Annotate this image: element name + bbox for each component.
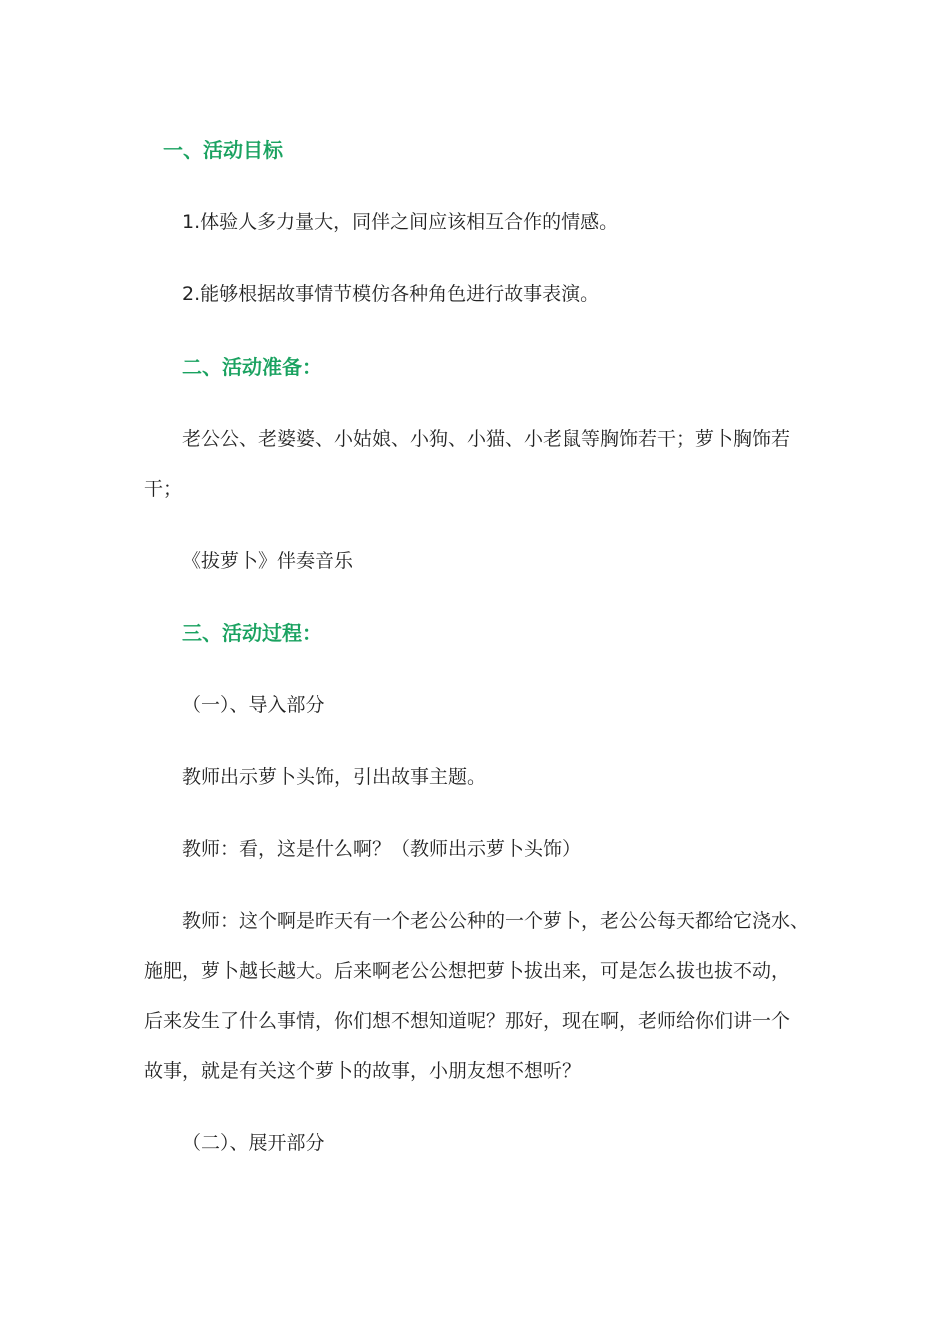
- intro-paragraph-3-line-2: 施肥，萝卜越长越大。后来啊老公公想把萝卜拔出来，可是怎么拔也拔不动，: [144, 960, 791, 982]
- intro-paragraph-1: 教师出示萝卜头饰，引出故事主题。: [182, 766, 487, 788]
- preparation-paragraph-line-1: 老公公、老婆婆、小姑娘、小狗、小猫、小老鼠等胸饰若干；萝卜胸饰若: [182, 428, 791, 450]
- subsection-title-intro: （一）、导入部分: [182, 694, 325, 716]
- section-heading-goals: 一、活动目标: [163, 138, 283, 162]
- section-heading-process: 三、活动过程：: [182, 621, 322, 645]
- preparation-paragraph-line-2: 干；: [144, 478, 183, 500]
- intro-paragraph-3-line-4: 故事，就是有关这个萝卜的故事，小朋友想不想听？: [144, 1060, 582, 1082]
- intro-paragraph-3-line-1: 教师：这个啊是昨天有一个老公公种的一个萝卜，老公公每天都给它浇水、: [182, 910, 810, 932]
- section-heading-preparation: 二、活动准备：: [182, 355, 322, 379]
- goal-item-1: 1.体验人多力量大，同伴之间应该相互合作的情感。: [182, 211, 619, 233]
- goal-item-2: 2.能够根据故事情节模仿各种角色进行故事表演。: [182, 283, 600, 305]
- intro-paragraph-3-line-3: 后来发生了什么事情，你们想不想知道呢？那好，现在啊，老师给你们讲一个: [144, 1010, 791, 1032]
- preparation-music: 《拔萝卜》伴奏音乐: [182, 550, 354, 572]
- subsection-title-development: （二）、展开部分: [182, 1132, 325, 1154]
- intro-paragraph-2: 教师：看，这是什么啊？（教师出示萝卜头饰）: [182, 838, 582, 860]
